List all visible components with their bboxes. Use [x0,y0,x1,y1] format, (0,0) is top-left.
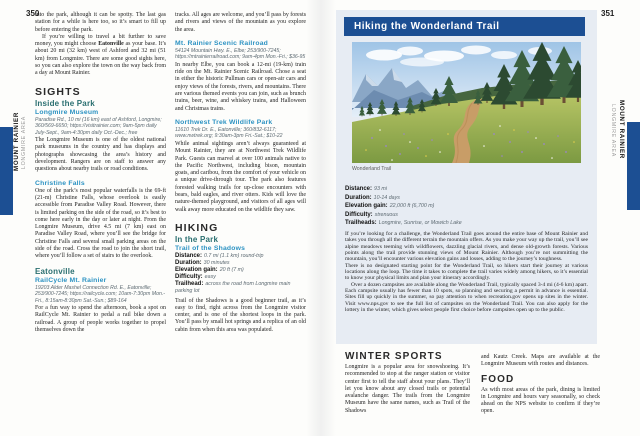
listing-heading-christine-falls: Christine Falls [35,179,85,187]
hike-heading-trail-of-the-shadows: Trail of the Shadows [175,244,246,252]
nw-trek-details: 11610 Trek Dr. E., Eatonville; 360/832-6117; www.nwtrek.org; 9:30am-3pm Fri.-Sat.; $10-22 [175,126,283,140]
hike-stat-trailhead: Trailhead: across the road from Longmire main parking lot [175,281,291,295]
railcycle-continuation: tracks. All ages are welcome, and you’ll pass by forests and rivers and views of the mountain as you explore the area. [175,12,306,33]
feature-title-bar [344,17,585,36]
listing-heading-scenic-railroad: Mt. Rainier Scenic Railroad [175,39,269,47]
left-tab-chapter-label: MOUNT RAINIER [13,112,20,171]
page-number-right: 351 [601,9,615,18]
railcycle-body: For a fun way to spend the afternoon, book a spot on RailCycle Mt. Rainier to pedal a rail bike down a railroad. A group of people works together to propel themselves down the [35,305,166,334]
food-body: As with most areas of the park, dining is limited in Longmire and hours vary seasonally, so check ahead on the NPS website to confirm if they’re open. [481,386,600,415]
page-number-left: 350 [26,9,40,18]
intro-paragraph-2 [35,34,166,78]
section-heading-winter-sports: WINTER SPORTS [345,351,443,362]
christine-falls-body: One of the park’s most popular waterfalls is the 69-ft (21-m) Christine Falls, whose overlook is easily accessible from Paradise Valley Road. However, there is limited parking on the side of the road, so it’s best to come here early in the day or later at night. From the Longmire Museum, drive 4.5 mi (7 km) east on Paradise Valley Road, where you’ll see the bridge for Christine Falls and several small parking areas on the side of the road. Cross the road to join the short trail, where you’ll follow a set of stairs to the overlook. [35,187,166,260]
left-edge-tab-bar [0,127,13,215]
winter-sports-continuation: and Kautz Creek. Maps are available at the Longmire Museum with routes and distances. [481,354,600,368]
hike-stat-distance: Distance: 0.7 mi (1.1 km) round-trip [175,252,264,259]
winter-sports-body: Longmire is a popular area for snowshoeing. It’s recommended to stop at the ranger station or visitor center first to tell the staff about your plans. They’ll let you know about any closed trails or potential avalanche danger. The trails from the Longmire Museum have the same names, such as Trail of the Shadows [345,364,470,414]
intro-text: If you’re willing to travel a bit further to save money, you might choose [35,33,166,48]
feature-stat-duration: Duration: 10-14 days [345,194,400,201]
right-page-column-1 [345,351,470,415]
hike-stat-duration: Duration: 30 minutes [175,260,230,267]
longmire-museum-body: The Longmire Museum is one of the oldest national park museums in the country and has displays and photographs showcasing the area’s history and development. Rangers are on staff to answer any questions about nearby trails or road conditions. [35,137,166,173]
photo-caption: Wonderland Trail [352,166,392,172]
right-tab-chapter-label: MOUNT RAINIER [618,100,625,159]
wonderland-trail-photo [352,42,581,163]
listing-heading-railcycle: RailCycle Mt. Rainier [35,276,107,284]
feature-title: Hiking the Wonderland Trail [354,21,500,32]
hike-stat-elevation: Elevation gain: 20 ft (7 m) [175,267,244,274]
page-gutter [306,0,336,436]
section-heading-hiking: HIKING [175,221,219,234]
feature-body [345,231,588,313]
subsection-heading-inside-the-park: Inside the Park [35,98,95,108]
feature-paragraph-1: If you’re looking for a challenge, the Wonderland Trail goes around the entire base of Mount Rainier and takes you through all the different terrain the mountain offers. As you make your way up the trail, you’ll see alpine meadows teeming with wildflowers, dazzling glacial rivers, and dense old-growth forests. Various points along the trail provide stunning views of Mount Rainier. Although you’re not summitting the mountain, you’ll encounter various elevation gains and losses, adding to the journey’s toughness. [345,231,588,263]
trail-of-the-shadows-body: Trail of the Shadows is a good beginner trail, as it’s easy to find, right across from the Longmire visitor center, and is one of the shortest loops in the park. You’ll pass by small hot springs and a replica of an old cabin from when this area was populated. [175,297,306,333]
subsection-heading-eatonville: Eatonville [35,266,75,276]
wonderland-trail-stats [345,185,588,228]
section-heading-sights: SIGHTS [35,85,81,98]
scenic-railroad-body: In nearby Elbe, you can book a 12-mi (19-km) train ride on the Mt. Rainier Scenic Railroad. Chose a seat in either the historic Pullman cars or open-air cars and enjoy views of the forests, rivers, and mountains. There are various themed events you can join, such as brunch trains, beer, wine, and whiskey trains, and Halloween and Christmas trains. [175,61,306,112]
feature-stat-elevation: Elevation gain: 22,000 ft (6,700 m) [345,203,435,210]
feature-paragraph-3: Over a dozen campsites are available along the Wonderland Trail, typically spaced 3-4 mi (4-6 km) apart. Each campsite usually has fewer than 10 spots, so planning and securing a permit in advance is essential. Sites fill up quickly in the summer, so pay attention to when recreation.gov opens up sites in the winter. Visit www.nps.gov to see the full list of campsites on the Wonderland Trail. You can also apply for the lottery in the winter, which gives select people first choice before campsites open up to the public. [345,281,588,314]
right-edge-tab-bar [627,122,640,210]
feature-paragraph-2: There is no designated starting point for the Wonderland Trail, so hikers start their journey at various locations along the loop. The time it takes to complete the trail varies widely among hikers, so it’s essential to know your physical limits and plan your itinerary accordingly. [345,262,588,282]
railcycle-details: 19203 Alder Mashel Connection Rd. E., Eatonville; 253/900-7245; https://railcycle.com; 10am-7:30pm Mon.-Fri., 8:15am-8:30pm Sat.-Sun.; $89-164 [35,284,166,304]
left-page-column-1 [35,12,166,334]
feature-stat-distance: Distance: 93 mi [345,186,387,192]
feature-stat-difficulty: Difficulty: strenuous [345,211,398,218]
intro-paragraph-1: into the park, although it can be spotty. The last gas station for a while is here too, so it’s smart to fill up before entering the park. [35,12,166,33]
wonderland-trail-feature-box [336,10,597,344]
hike-stat-difficulty: Difficulty: easy [175,274,216,281]
listing-heading-nw-trek: Northwest Trek Wildlife Park [175,118,273,126]
scenic-railroad-details: 54124 Mountain Hwy. E., Elbe; 253/900-7245; https://mtrainierrailroad.com; 9am-4pm Mon.-Fri.; $36-95 [175,47,306,61]
longmire-museum-details: Paradise Rd., 10 mi (16 km) east of Ashford, Longmire; 360/569-6650; https://visitrainier.com; 9am-5pm daily July-Sept., 9am-4:30pm daily Oct.-Dec.; free [35,116,162,136]
left-page-column-2 [175,12,306,334]
feature-stat-trailheads: Trailheads: Longmire, Sunrise, or Mowich Lake [345,220,462,227]
subsection-heading-in-the-park: In the Park [175,234,219,244]
eatonville-bold: Eatonville [98,41,124,48]
right-tab-section-label: LONGMIRE AREA [610,104,616,157]
nw-trek-body: While animal sightings aren’t always guaranteed at Mount Rainier, they are at Northwest Trek Wildlife Park. Guests can marvel at over 100 animals native to the Pacific Northwest, including bison, mountain goats, and caribou, from the comfort of your vehicle on a unique drive-through tour. The park also features forested walking trails for up-close encounters with bears, bald eagles, and river otters. Kids will love the nature-themed playground, and visitors of all ages will walk away more educated on the wildlife they saw. [175,140,306,213]
intro-text: as your base. It’s about 20 mi (32 km) west of Ashford and 32 mi (51 km) from Longmire. There are some good sights here, so you can also explore the town on the way back from a day at Mount Rainier. [35,41,167,77]
left-tab-section-label: LONGMIRE AREA [21,116,27,169]
right-page-column-2 [481,354,600,416]
section-heading-food: FOOD [481,373,515,385]
listing-heading-longmire-museum: Longmire Museum [35,108,99,116]
